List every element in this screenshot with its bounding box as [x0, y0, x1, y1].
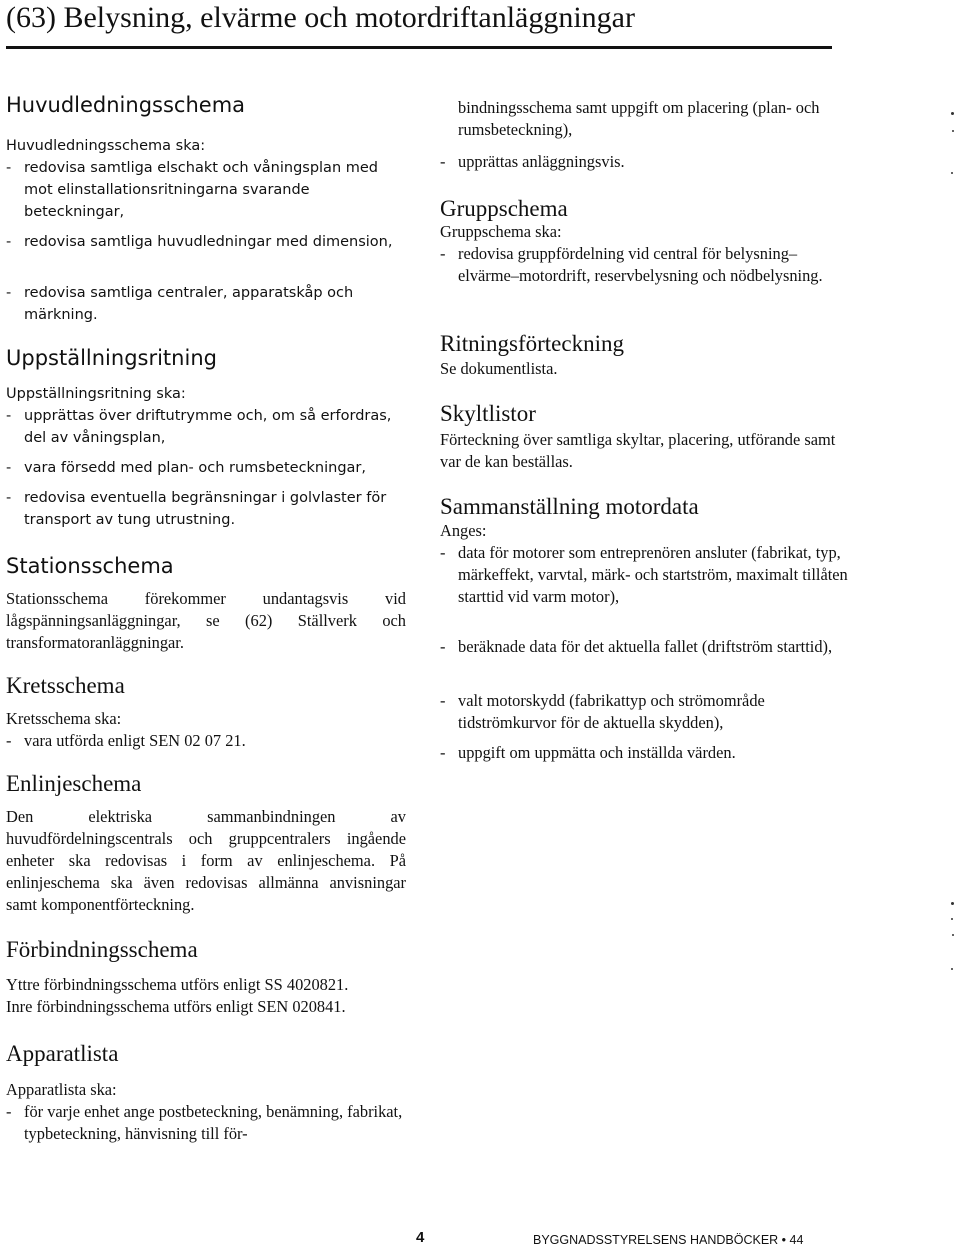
- uppst-intro: Uppställningsritning ska:: [6, 386, 186, 402]
- krets-intro: Kretsschema ska:: [6, 709, 122, 728]
- heading-enlinjeschema: Enlinjeschema: [6, 771, 142, 796]
- uppst-item-2-text: vara försedd med plan- och rumsbeteckningar,: [24, 460, 367, 476]
- scan-speck: [951, 902, 954, 905]
- heading-kretsschema: Kretsschema: [6, 673, 125, 698]
- grupp-item-1-text: redovisa gruppfördelning vid central för belysning–elvärme–motordrift, reservbelysning och nödbelysning.: [458, 244, 823, 285]
- samm-item-3-text: valt motorskydd (fabrikattyp och strömområde tidströmkurvor för de aktuella skydden),: [458, 691, 765, 732]
- heading-ritningsforteckning: Ritningsförteckning: [440, 331, 624, 356]
- dash: -: [440, 637, 446, 656]
- forbind-line-2: Inre förbindningsschema utförs enligt SEN 020841.: [6, 997, 346, 1016]
- scan-speck: [951, 968, 953, 970]
- krets-item-1: [6, 730, 410, 752]
- apparat-intro: Apparatlista ska:: [6, 1080, 117, 1099]
- apparat-item-1: [6, 1101, 410, 1145]
- samm-item-3: [440, 690, 850, 734]
- samm-intro: Anges:: [440, 521, 487, 540]
- dash: -: [6, 460, 12, 476]
- dash: -: [6, 408, 12, 424]
- page-number: 4: [416, 1229, 425, 1246]
- scan-speck: [951, 172, 953, 174]
- heading-skyltlistor: Skyltlistor: [440, 401, 536, 426]
- scan-speck: [952, 130, 954, 132]
- heading-gruppschema: Gruppschema: [440, 196, 568, 221]
- dash: -: [6, 160, 12, 176]
- huvud-item-3-text: redovisa samtliga centraler, apparatskåp och märkning.: [24, 285, 354, 323]
- huvud-item-2: [6, 231, 410, 253]
- heading-uppstallningsritning: Uppställningsritning: [6, 346, 217, 370]
- dash: -: [440, 743, 446, 762]
- scan-speck: [951, 112, 954, 115]
- heading-huvudledningsschema: Huvudledningsschema: [6, 93, 246, 117]
- enlinje-text: Den elektriska sammanbindningen av huvudfördelningscentrals och gruppcentralers ingående enheter ska redovisas i form av enlinjeschema. På enlinjeschema ska även redovisas allmänna anvisningar samt komponentförteckning.: [6, 807, 406, 914]
- huvud-item-2-text: redovisa samtliga huvudledningar med dimension,: [24, 234, 393, 250]
- dash: -: [440, 691, 446, 710]
- uppst-item-3: [6, 487, 410, 531]
- huvud-item-3: [6, 282, 410, 326]
- samm-item-2: [440, 636, 850, 658]
- forbind-line-1: Yttre förbindningsschema utförs enligt SS 4020821.: [6, 975, 349, 994]
- heading-forbindningsschema: Förbindningsschema: [6, 937, 198, 962]
- cont-item-1-text: upprättas anläggningsvis.: [458, 152, 625, 171]
- dash: -: [440, 152, 446, 171]
- samm-item-4-text: uppgift om uppmätta och inställda värden.: [458, 743, 736, 762]
- skylt-text: Förteckning över samtliga skyltar, placering, utförande samt var de kan beställas.: [440, 430, 836, 471]
- samm-item-1: [440, 542, 850, 608]
- uppst-item-1-text: upprättas över driftutrymme och, om så erfordras, del av våningsplan,: [24, 408, 392, 446]
- samm-item-4: [440, 742, 850, 764]
- cont-text: bindningsschema samt uppgift om placering (plan- och rumsbeteckning),: [458, 98, 820, 139]
- cont-item-1: [440, 151, 850, 173]
- huvud-intro: Huvudledningsschema ska:: [6, 138, 206, 154]
- station-text: Stationsschema förekommer undantagsvis vid lågspänningsanläggningar, se (62) Ställverk och transformatoranläggningar.: [6, 589, 406, 652]
- heading-stationsschema: Stationsschema: [6, 554, 174, 578]
- apparat-item-1-text: för varje enhet ange postbeteckning, benämning, fabrikat, typbeteckning, hänvisning till för-: [24, 1102, 403, 1143]
- uppst-item-2: [6, 457, 410, 479]
- dash: -: [6, 490, 12, 506]
- scan-speck: [952, 934, 954, 936]
- dash: -: [6, 234, 12, 250]
- scan-speck: [951, 918, 953, 920]
- dash: -: [440, 543, 446, 562]
- huvud-item-1-text: redovisa samtliga elschakt och våningsplan med mot elinstallationsritningarna svarande beteckningar,: [24, 160, 378, 220]
- grupp-item-1: [440, 243, 850, 287]
- huvud-item-1: [6, 157, 410, 223]
- samm-item-2-text: beräknade data för det aktuella fallet (driftström starttid),: [458, 637, 833, 656]
- krets-item-1-text: vara utförda enligt SEN 02 07 21.: [24, 731, 246, 750]
- page-title: (63) Belysning, elvärme och motordriftanläggningar: [6, 1, 635, 34]
- samm-item-1-text: data för motorer som entreprenören ansluter (fabrikat, typ, märkeffekt, varvtal, märk- och startström, maximalt tillåten starttid vid varm motor),: [458, 543, 848, 606]
- dash: -: [6, 1102, 12, 1121]
- heading-sammanstallning: Sammanställning motordata: [440, 494, 699, 519]
- grupp-intro: Gruppschema ska:: [440, 222, 562, 241]
- uppst-item-1: [6, 405, 410, 449]
- ritn-text: Se dokumentlista.: [440, 359, 558, 378]
- dash: -: [440, 244, 446, 263]
- publisher-footer: BYGGNADSSTYRELSENS HANDBÖCKER • 44: [533, 1233, 804, 1247]
- heading-apparatlista: Apparatlista: [6, 1041, 119, 1066]
- dash: -: [6, 285, 12, 301]
- dash: -: [6, 731, 12, 750]
- uppst-item-3-text: redovisa eventuella begränsningar i golvlaster för transport av tung utrustning.: [24, 490, 387, 528]
- title-rule: [6, 46, 832, 49]
